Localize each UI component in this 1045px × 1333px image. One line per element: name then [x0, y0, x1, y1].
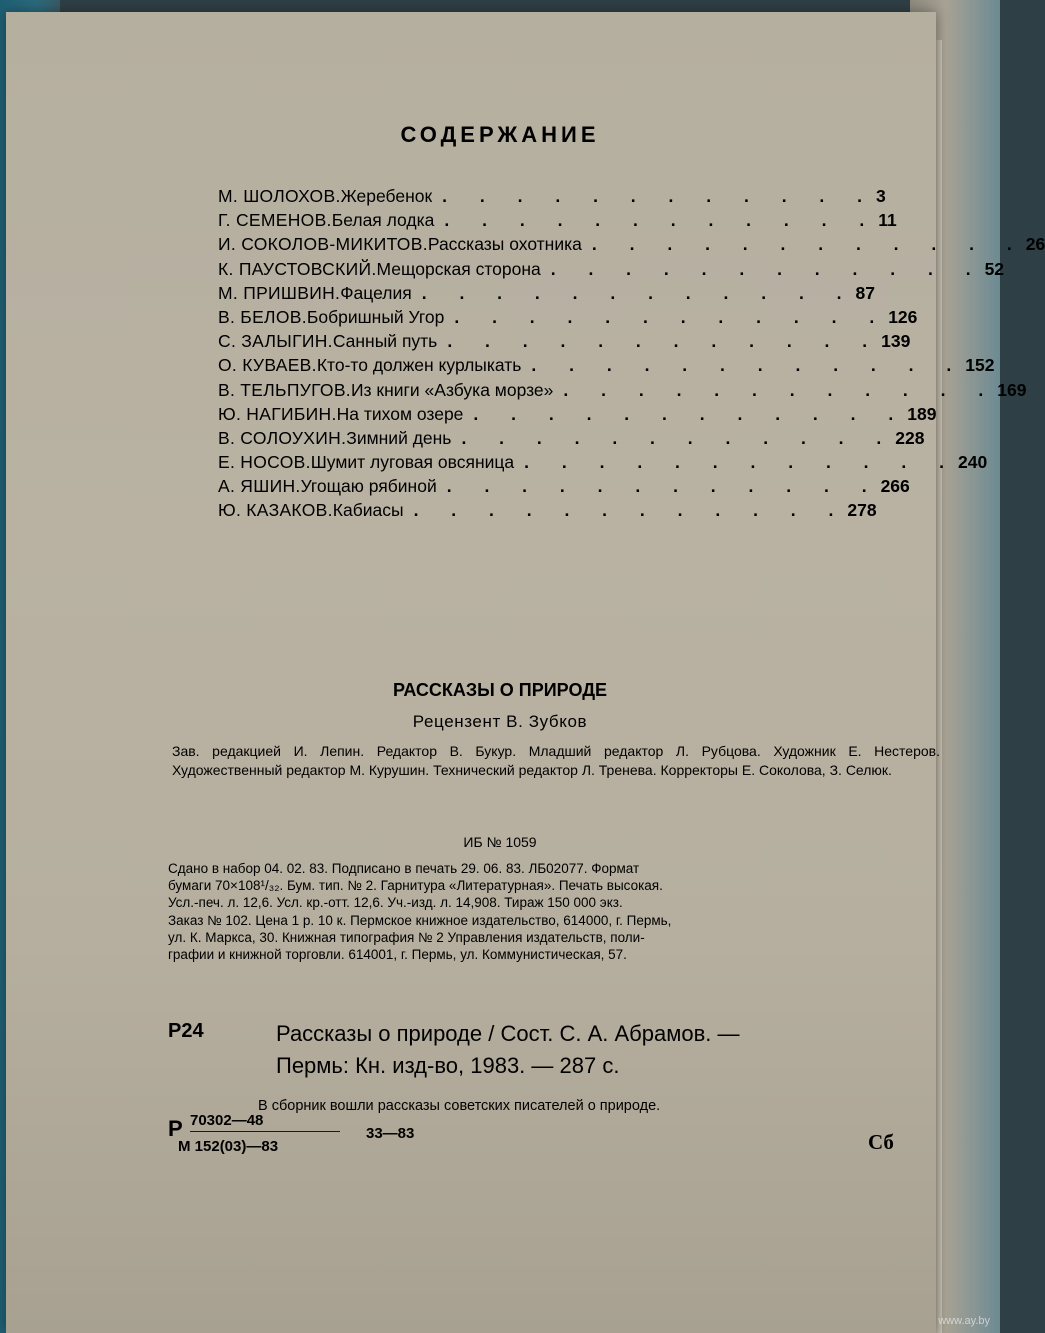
- reviewer-line: Рецензент В. Зубков: [412, 712, 588, 731]
- toc-entry: [218, 186, 886, 210]
- toc-entry: [218, 210, 897, 234]
- toc-page-number: 126: [888, 306, 918, 327]
- toc-author: М. ПРИШВИН.: [218, 282, 341, 303]
- toc-page-number: 52: [984, 258, 1005, 279]
- toc-page-number: 139: [881, 331, 911, 352]
- book-annotation: В сборник вошли рассказы советских писателей о природе.: [258, 1098, 661, 1114]
- toc-story: Зимний день: [346, 427, 452, 448]
- toc-leader: . . . . . . . . . . . .: [447, 331, 882, 352]
- toc-story: Фацелия: [340, 282, 412, 303]
- toc-leader: . . . . . . . . . . . .: [446, 476, 881, 497]
- toc-leader: . . . . . . . . . . . .: [473, 403, 908, 424]
- index-denominator: М 152(03)—83: [178, 1138, 279, 1155]
- toc-author: Г. СЕМЕНОВ.: [218, 210, 332, 231]
- toc-entry: [218, 427, 925, 452]
- toc-author: М. ШОЛОХОВ.: [218, 186, 341, 206]
- toc-page-number: 152: [965, 355, 995, 376]
- index-code: 33—83: [366, 1125, 415, 1142]
- toc-page-number: 266: [880, 476, 910, 497]
- citation-line: Пермь: Кн. изд-во, 1983. — 287 с.: [276, 1053, 620, 1078]
- imprint-line: Усл.-печ. л. 12,6. Усл. кр.-отт. 12,6. Уч.-изд. л. 14,908. Тираж 150 000 экз.: [168, 895, 623, 911]
- book-title: РАССКАЗЫ О ПРИРОДЕ: [392, 680, 608, 700]
- site-watermark: www.ay.by: [938, 1315, 990, 1327]
- table-of-contents: [218, 186, 1045, 525]
- toc-story: На тихом озере: [336, 403, 464, 424]
- toc-entry: [218, 452, 988, 476]
- editorial-credits: Зав. редакцией И. Лепин. Редактор В. Букур. Младший редактор Л. Рубцова. Художник Е. Нестеров. Художественный редактор М. Курушин. Технический редактор Л. Тренева. Корректоры Е. Соколова, З. Селюк.: [172, 743, 940, 778]
- toc-entry: [218, 379, 1027, 404]
- toc-page-number: 278: [847, 500, 877, 521]
- index-numerator: 70302—48: [190, 1112, 340, 1132]
- toc-page-number: 189: [907, 403, 937, 424]
- toc-story: Бобришный Угор: [306, 306, 445, 327]
- toc-story: Кабиасы: [332, 500, 404, 521]
- toc-leader: . . . . . . . . . . . .: [461, 427, 896, 448]
- imprint-line: Сдано в набор 04. 02. 83. Подписано в печать 29. 06. 83. ЛБ02077. Формат: [168, 861, 640, 876]
- index-letter: Р: [168, 1116, 183, 1141]
- citation-line: Рассказы о природе / Сост. С. А. Абрамов. —: [276, 1021, 740, 1046]
- toc-story: Мещорская сторона: [376, 258, 541, 279]
- toc-entry: [218, 500, 877, 524]
- toc-leader: . . . . . . . . . . . .: [442, 186, 876, 206]
- toc-author: Ю. НАГИБИН.: [218, 403, 337, 424]
- toc-author: С. ЗАЛЫГИН.: [218, 331, 333, 352]
- toc-title: СОДЕРЖАНИЕ: [400, 122, 600, 147]
- toc-leader: . . . . . . . . . . . .: [413, 500, 848, 521]
- toc-author: О. КУВАЕВ.: [218, 355, 317, 376]
- imprint-line: Заказ № 102. Цена 1 р. 10 к. Пермское книжное издательство, 614000, г. Пермь,: [168, 912, 672, 928]
- toc-entry: [218, 355, 995, 379]
- toc-author: В. БЕЛОВ.: [218, 306, 307, 327]
- toc-page-number: 169: [997, 379, 1027, 400]
- toc-author: В. ТЕЛЬПУГОВ.: [218, 379, 351, 400]
- toc-story: Шумит луговая овсяница: [310, 452, 515, 473]
- print-imprint: [168, 860, 948, 963]
- toc-page-number: 240: [957, 452, 988, 473]
- toc-entry: [218, 476, 910, 500]
- toc-author: Ю. КАЗАКОВ.: [218, 500, 333, 521]
- toc-story: Рассказы охотника: [427, 234, 582, 255]
- toc-author: В. СОЛОУХИН.: [218, 427, 347, 448]
- toc-leader: . . . . . . . . . . . .: [444, 210, 879, 231]
- toc-author: И. СОКОЛОВ-МИКИТОВ.: [218, 234, 428, 255]
- toc-page-number: 87: [855, 282, 876, 303]
- collection-mark: Сб: [868, 1130, 894, 1154]
- toc-page-number: 228: [895, 427, 925, 448]
- toc-leader: . . . . . . . . . . . .: [531, 355, 966, 376]
- toc-entry: [218, 234, 1045, 258]
- toc-page-number: 11: [878, 210, 897, 231]
- toc-leader: . . . . . . . . . . . .: [524, 452, 958, 473]
- toc-author: К. ПАУСТОВСКИЙ.: [218, 258, 377, 279]
- imprint-line: бумаги 70×108¹/₃₂. Бум. тип. № 2. Гарнитура «Литературная». Печать высокая.: [168, 878, 663, 894]
- toc-author: Е. НОСОВ.: [218, 452, 311, 473]
- imprint-line: графии и книжной торговли. 614001, г. Пермь, ул. Коммунистическая, 57.: [168, 947, 627, 963]
- toc-leader: . . . . . . . . . . . .: [563, 379, 998, 400]
- toc-page-number: 26: [1025, 234, 1045, 255]
- ib-number: ИБ № 1059: [463, 834, 537, 850]
- toc-story: Угощаю рябиной: [300, 476, 437, 497]
- bibliographic-citation: [276, 1018, 946, 1082]
- toc-entry: [218, 403, 937, 428]
- toc-author: А. ЯШИН.: [218, 476, 301, 497]
- toc-leader: . . . . . . . . . . . .: [591, 234, 1026, 255]
- toc-entry: [218, 306, 918, 331]
- toc-entry: [218, 258, 1005, 283]
- toc-entry: [218, 331, 911, 355]
- catalog-code: Р24: [168, 1020, 204, 1042]
- toc-entry: [218, 282, 876, 307]
- imprint-line: ул. К. Маркса, 30. Книжная типография № 2 Управления издательств, поли-: [168, 929, 645, 945]
- toc-story: Из книги «Азбука морзе»: [350, 379, 554, 400]
- toc-leader: . . . . . . . . . . . .: [550, 258, 985, 279]
- toc-page-number: 3: [876, 186, 886, 206]
- toc-leader: . . . . . . . . . . . .: [454, 306, 889, 327]
- toc-story: Кто-то должен курлыкать: [316, 355, 522, 376]
- toc-story: Санный путь: [332, 331, 438, 352]
- toc-leader: . . . . . . . . . . . .: [421, 282, 856, 303]
- toc-story: Жеребенок: [340, 186, 433, 206]
- toc-story: Белая лодка: [331, 210, 435, 231]
